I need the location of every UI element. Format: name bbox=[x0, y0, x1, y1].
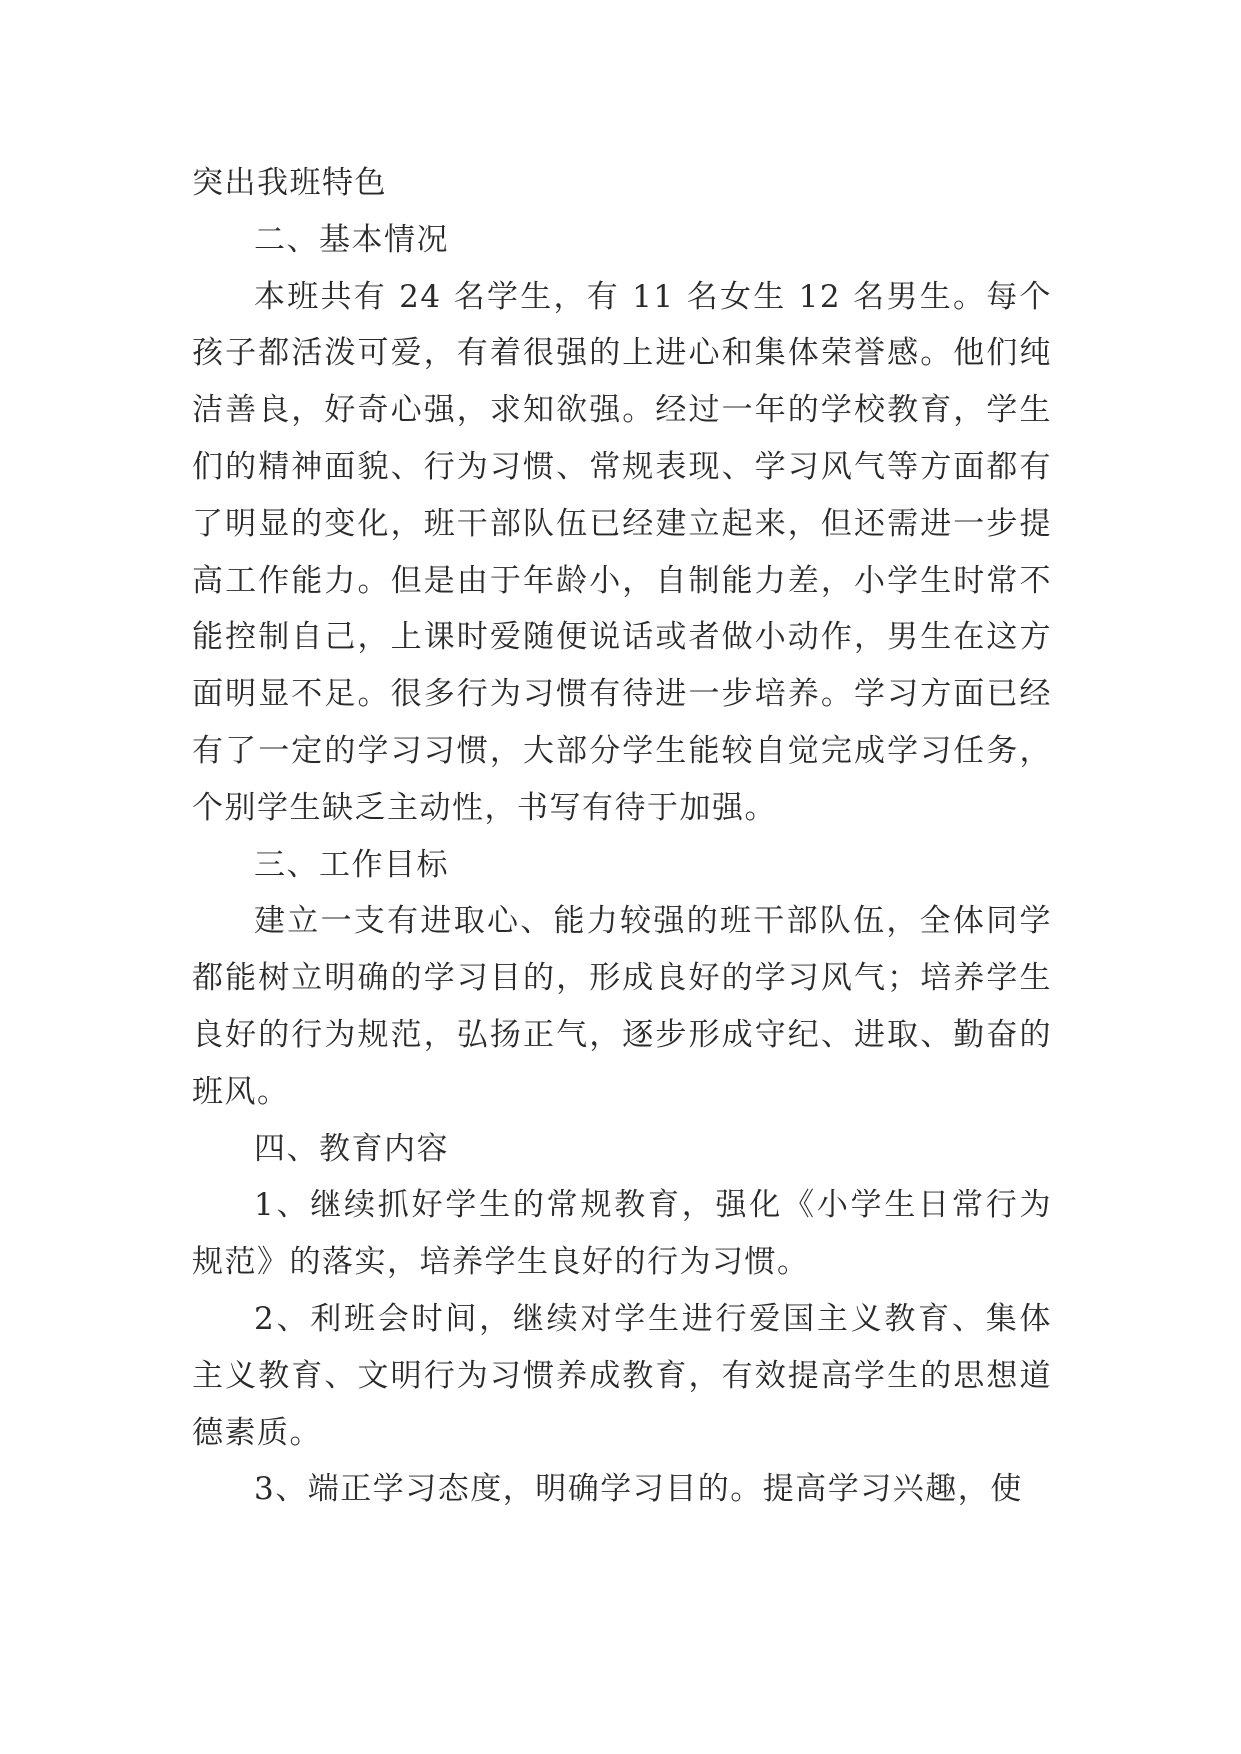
paragraph-work-goals: 建立一支有进取心、能力较强的班干部队伍，全体同学都能树立明确的学习目的，形成良好的学习风气；培养学生良好的行为规范，弘扬正气，逐步形成守纪、进取、勤奋的班风。 bbox=[192, 903, 1052, 1110]
list-item-3: 3、端正学习态度，明确学习目的。提高学习兴趣，使 bbox=[254, 1471, 1023, 1508]
list-item-2: 2、利班会时间，继续对学生进行爱国主义教育、集体主义教育、文明行为习惯养成教育，有效提高学生的思想道德素质。 bbox=[192, 1300, 1052, 1451]
section-heading-education-content: 四、教育内容 bbox=[254, 1130, 449, 1167]
paragraph-class-overview: 本班共有 24 名学生，有 11 名女生 12 名男生。每个孩子都活泼可爱，有着很强的上进心和集体荣誉感。他们纯洁善良，好奇心强，求知欲强。经过一年的学校教育，学生们的精神面貌、行为习惯、常规表现、学习风气等方面都有了明显的变化，班干部队伍已经建立起来，但还需进一步提高工作能力。但是由于年龄小，自制能力差，小学生时常不能控制自己，上课时爱随便说话或者做小动作，男生在这方面明显不足。很多行为习惯有待进一步培养。学习方面已经有了一定的学习习惯，大部分学生能较自觉完成学习任务，个别学生缺乏主动性，书写有待于加强。 bbox=[192, 278, 1052, 826]
section-heading-basic-situation: 二、基本情况 bbox=[254, 221, 449, 258]
paragraph-continuation: 突出我班特色 bbox=[192, 165, 387, 201]
list-item-1: 1、继续抓好学生的常规教育，强化《小学生日常行为规范》的落实，培养学生良好的行为习惯。 bbox=[192, 1187, 1052, 1281]
section-heading-work-goals: 三、工作目标 bbox=[254, 846, 449, 883]
document-body bbox=[192, 155, 1052, 1518]
